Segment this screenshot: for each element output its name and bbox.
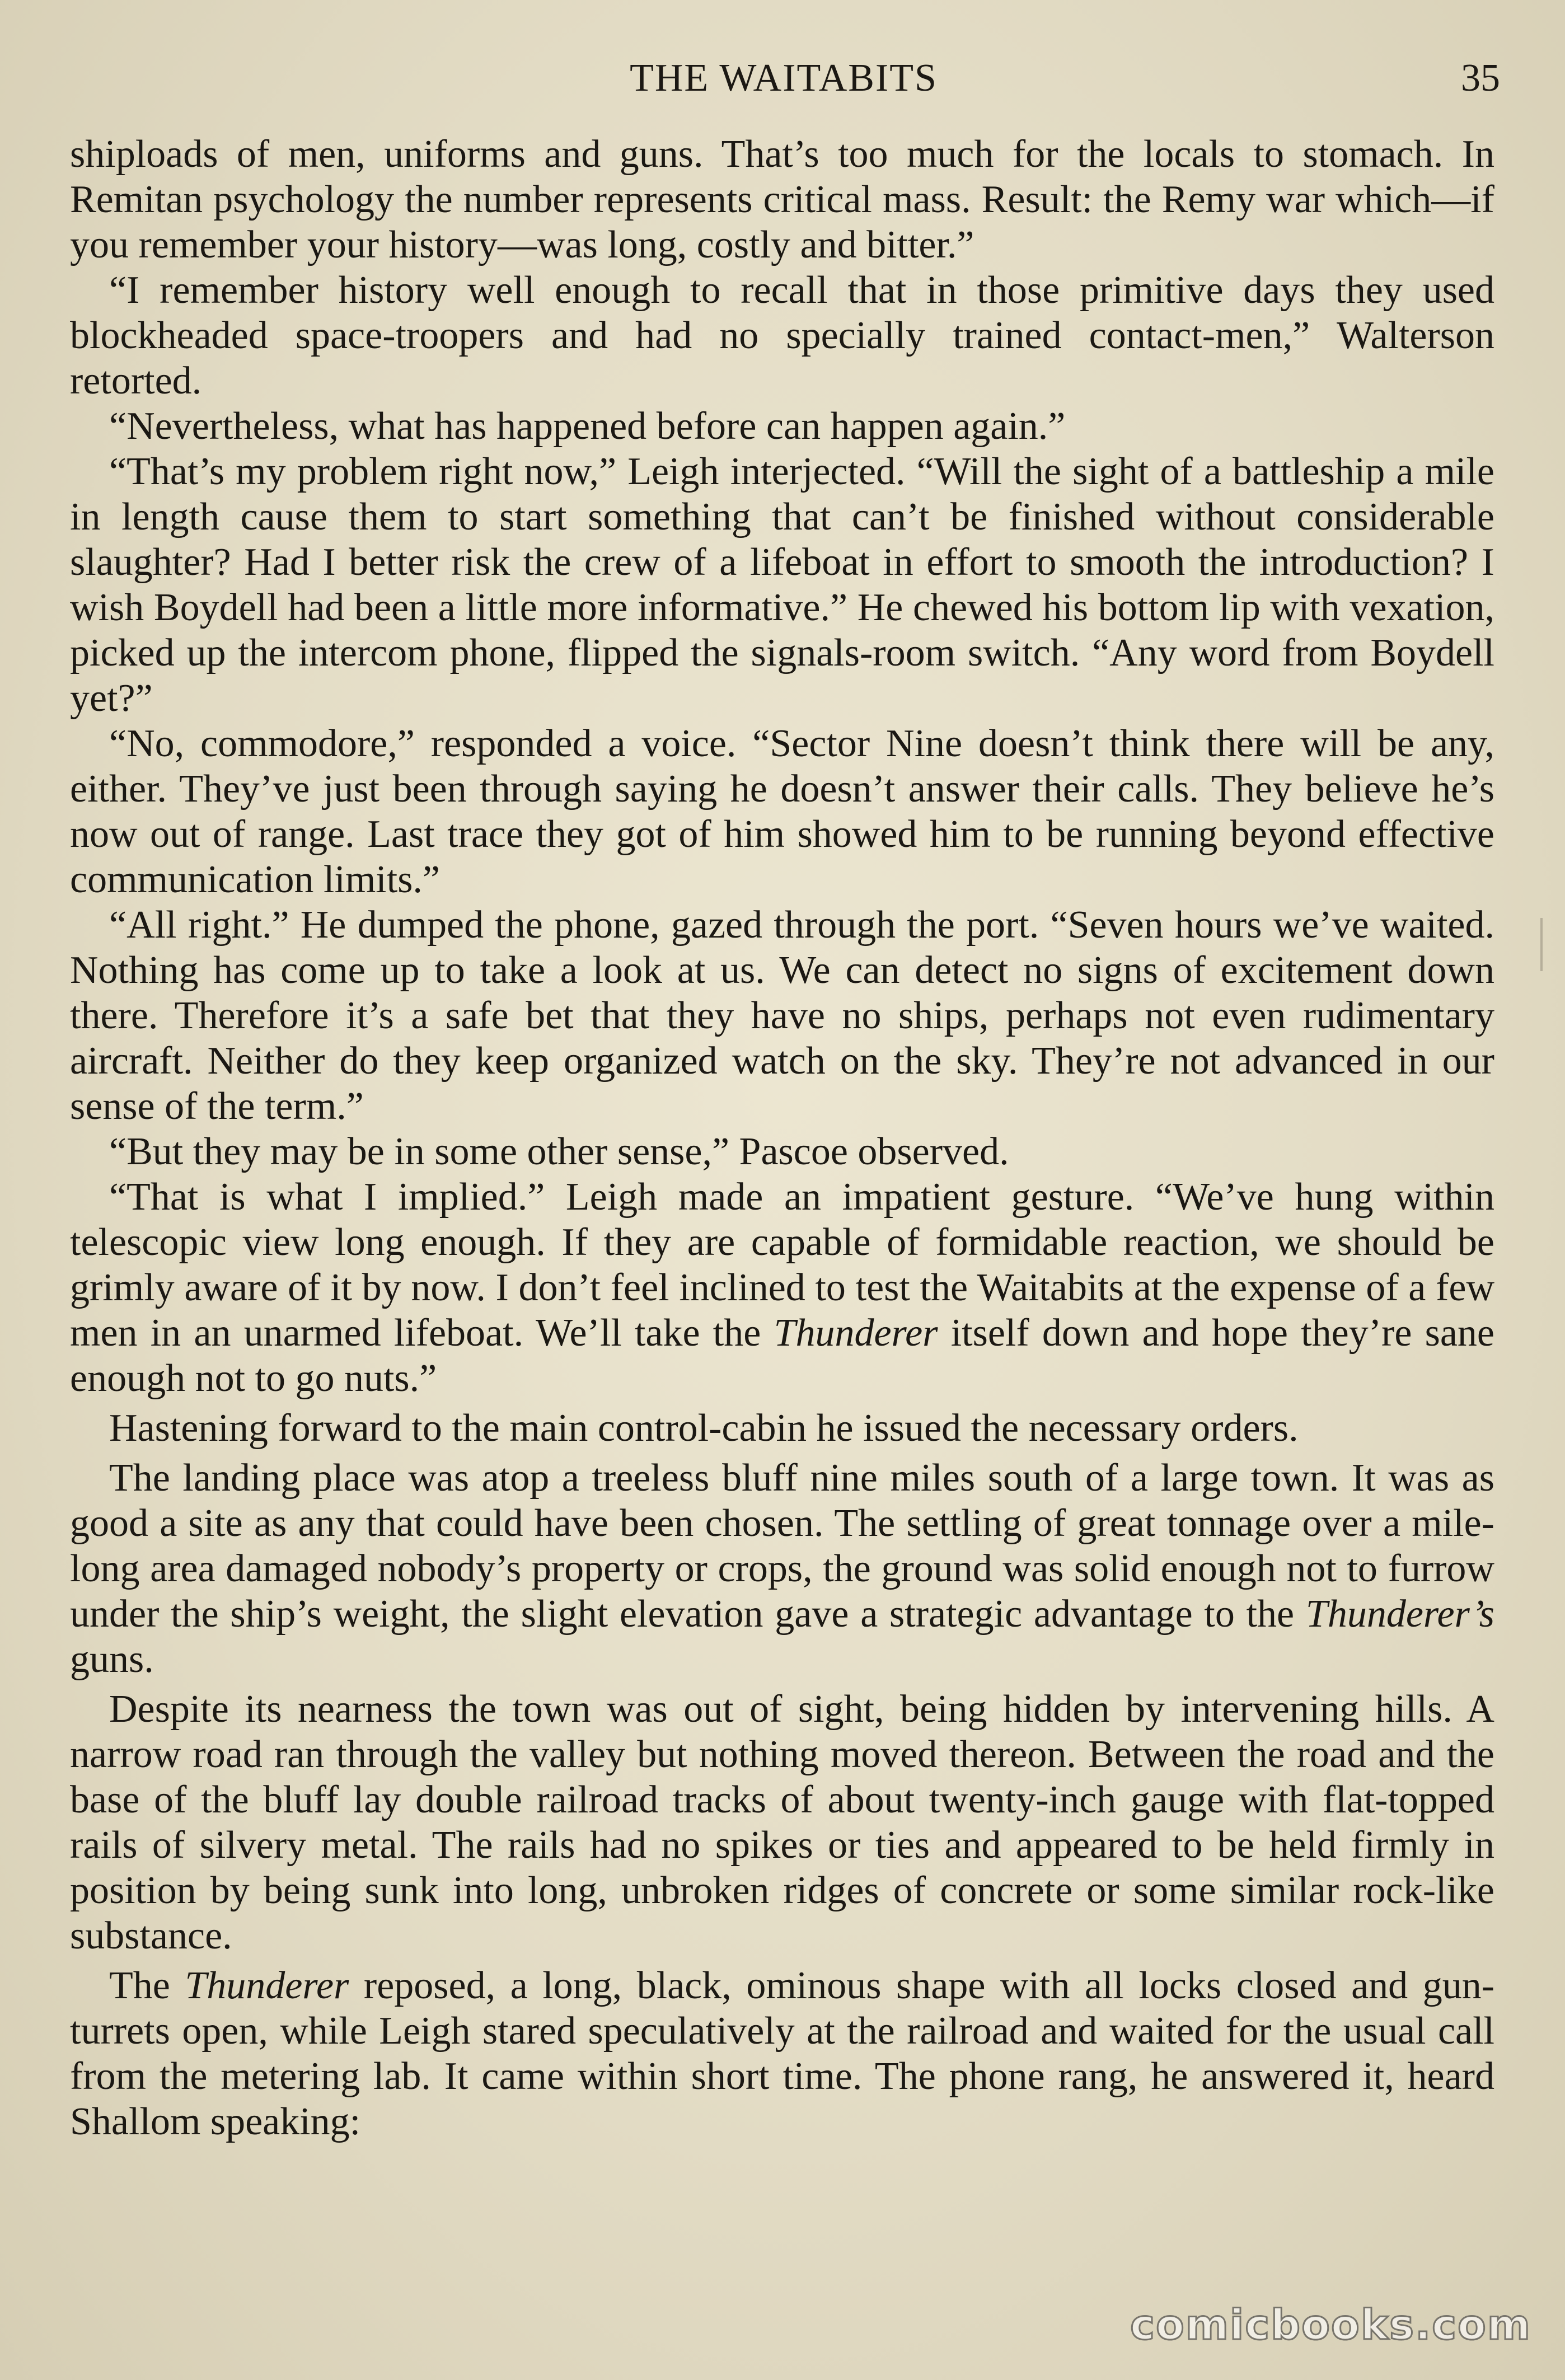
- text-run: guns.: [70, 1638, 154, 1681]
- page-header: [67, 53, 1500, 104]
- paragraph: [70, 1686, 1494, 1959]
- body-text: [70, 132, 1494, 2144]
- text-run: reposed, a long, black, ominous shape with all locks closed and gun-turrets open, while Leigh stared speculatively at the railroad and waited for the usual call from the metering lab. It came within short time. The phone rang, he answered it, heard Shallom speaking:: [70, 1964, 1494, 2143]
- paragraph: [70, 1963, 1494, 2144]
- italic-text: Thunderer: [774, 1311, 938, 1355]
- text-run: “That’s my problem right now,” Leigh interjected. “Will the sight of a battleship a mile in length cause them to start something that can’t be finished without considerable slaughter? Had I better risk the crew of a lifeboat in effort to smooth the introduction? I wish Boydell had been a little more informative.” He chewed his bottom lip with vexation, picked up the intercom phone, flipped the signals-room switch. “Any word from Boydell yet?”: [70, 450, 1494, 720]
- paragraph: [70, 268, 1494, 404]
- paragraph: [70, 1174, 1494, 1401]
- text-run: “No, commodore,” responded a voice. “Sector Nine doesn’t think there will be any, either. They’ve just been through saying he doesn’t answer their calls. They believe he’s now out of range. Last trace they got of him showed him to be running beyond effective communication limits.”: [70, 722, 1494, 901]
- paragraph: [70, 1405, 1494, 1451]
- paragraph: [70, 902, 1494, 1129]
- text-run: “That is what I implied.” Leigh made an impatient gesture. “We’ve hung within telescopic view long enough. If they are capable of formidable reaction, we should be grimly aware of it by now. I don’t feel inclined to test the Waitabits at the expense of a few men in an unarmed lifeboat. We’ll take the: [70, 1175, 1494, 1355]
- text-run: “Nevertheless, what has happened before can happen again.”: [109, 405, 1066, 448]
- running-title: THE WAITABITS: [630, 57, 938, 100]
- text-run: Despite its nearness the town was out of sight, being hidden by intervening hills. A narrow road ran through the valley but nothing moved thereon. Between the road and the base of the bluff lay double railroad tracks of about twenty-inch gauge with flat-topped rails of silvery metal. The rails had no spikes or ties and appeared to be held firmly in position by being sunk into long, unbroken ridges of concrete or some similar rock-like substance.: [70, 1688, 1494, 1957]
- italic-text: Thunderer: [185, 1964, 349, 2007]
- paragraph: [70, 721, 1494, 902]
- text-run: itself down and hope they’re sane enough not to go nuts.”: [70, 1311, 1495, 1400]
- paragraph: [70, 132, 1494, 268]
- paragraph: [70, 404, 1494, 449]
- margin-pencil-mark: [1540, 918, 1543, 971]
- text-run: “I remember history well enough to recall that in those primitive days they used blockheaded space-troopers and had no specially trained contact-men,” Walterson retorted.: [70, 269, 1494, 402]
- text-run: The landing place was atop a treeless bluff nine miles south of a large town. It was as good a site as any that could have been chosen. The settling of great tonnage over a mile-long area damaged nobody’s property or crops, the ground was solid enough not to furrow under the ship’s weight, the slight elevation gave a strategic advantage to the: [70, 1456, 1494, 1636]
- paragraph: [70, 449, 1494, 721]
- paragraph: [70, 1129, 1494, 1174]
- watermark-logo: comicbooks.com: [1130, 2301, 1531, 2349]
- text-run: “But they may be in some other sense,” Pascoe observed.: [109, 1130, 1009, 1173]
- text-run: The: [109, 1964, 185, 2007]
- italic-text: Thunderer’s: [1305, 1592, 1494, 1636]
- text-run: Hastening forward to the main control-cabin he issued the necessary orders.: [109, 1407, 1299, 1450]
- text-run: “All right.” He dumped the phone, gazed through the port. “Seven hours we’ve waited. Nothing has come up to take a look at us. We can detect no signs of excitement down there. Therefore it’s a safe bet that they have no ships, perhaps not even rudimentary aircraft. Neither do they keep organized watch on the sky. They’re not advanced in our sense of the term.”: [70, 903, 1494, 1128]
- page-number: 35: [1461, 57, 1500, 100]
- paragraph: [70, 1455, 1494, 1682]
- text-run: shiploads of men, uniforms and guns. That’s too much for the locals to stomach. In Remitan psychology the number represents critical mass. Result: the Remy war which—if you remember your history—was long, costly and bitter.”: [70, 133, 1494, 266]
